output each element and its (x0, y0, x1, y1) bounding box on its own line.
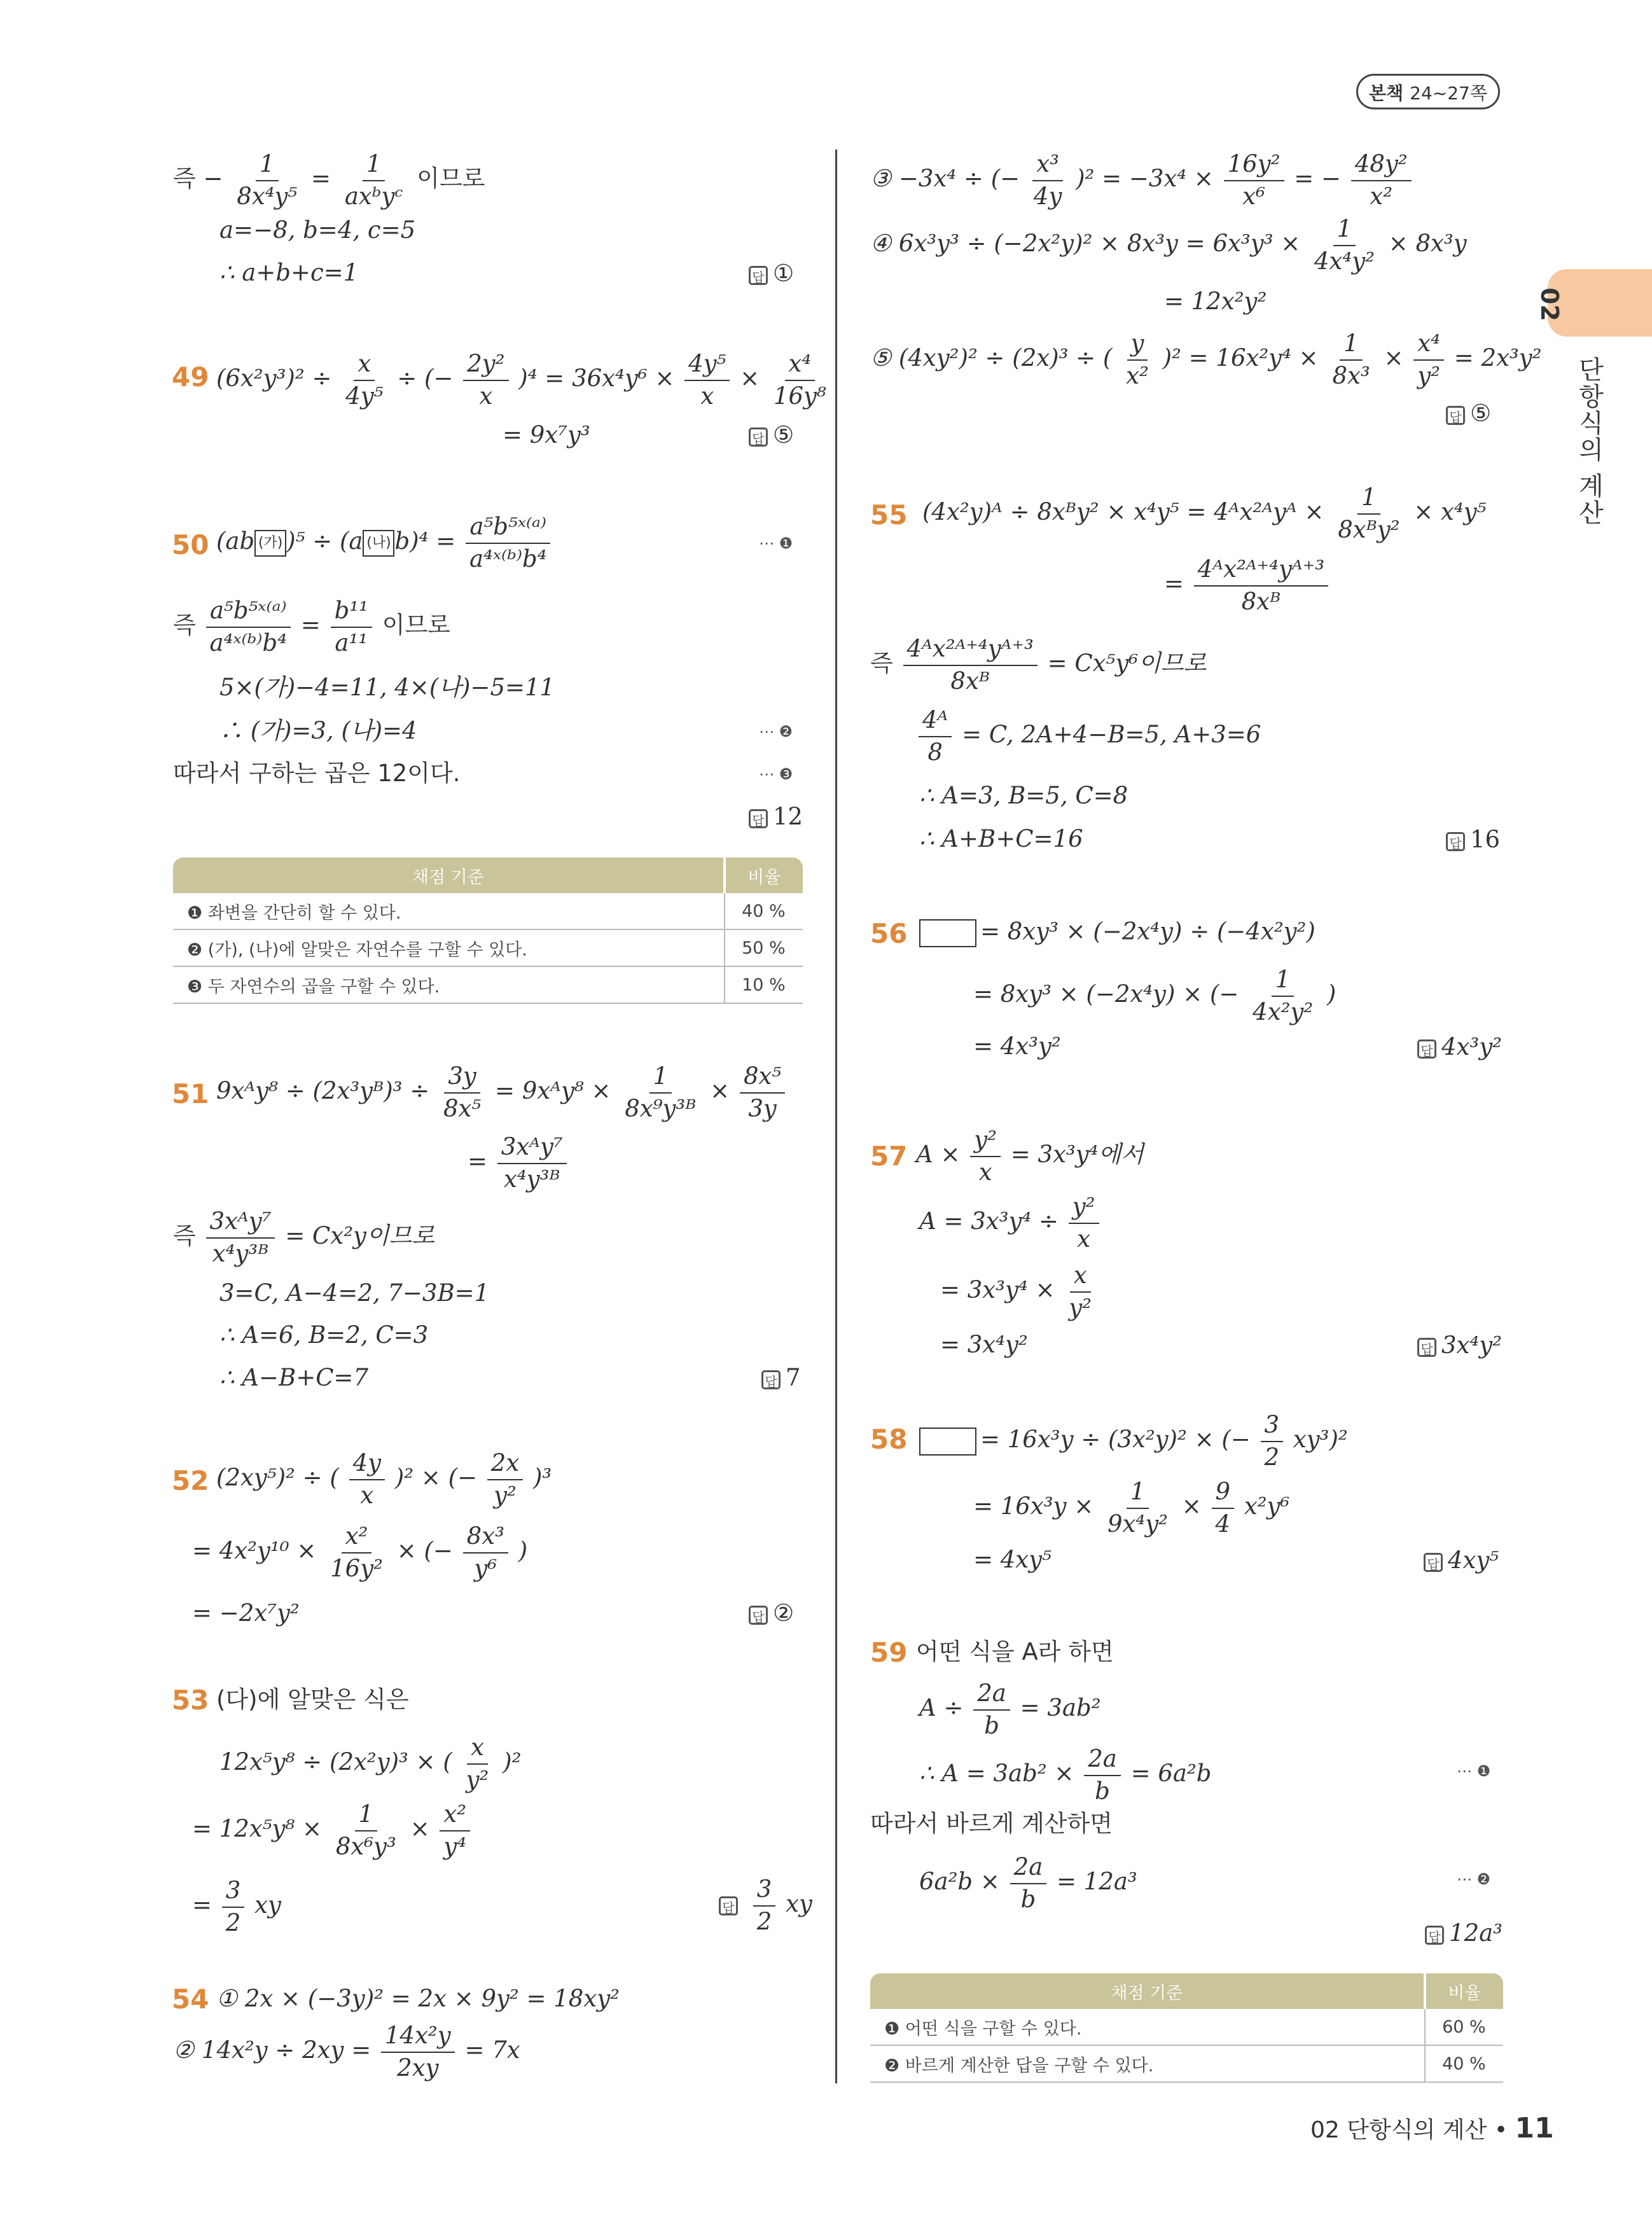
answer-mark-icon: 답 (1417, 1338, 1436, 1357)
answer-mark-icon: 답 (761, 1370, 781, 1389)
p53-line3: = 12x⁵y⁸ × $\frac{1}{\text{8x⁶y³}}$ × $\frac{\text{x²}}{\text{y⁴}}$ (192, 1802, 473, 1859)
badge-pages: 24~27쪽 (1410, 83, 1487, 104)
column-divider (835, 149, 837, 2083)
p55-line5: ∴ A=3, B=5, C=8 (919, 782, 1128, 809)
p50-line3: 5×(가)−4=11, 4×(나)−5=11 (219, 674, 555, 701)
answer-mark-icon: 답 (1424, 1553, 1443, 1572)
table-row: ❷ (가), (나)에 알맞은 자연수를 구할 수 있다. 50 % (173, 929, 803, 966)
p54-answer: 답 ⑤ (1446, 400, 1491, 427)
p48-line1: 즉 − $\frac{1}{\text{8x⁴y⁵}}$ = $\frac{1}{\text{axᵇyᶜ}}$ 이므로 (173, 150, 485, 210)
p56-line2: = 8xy³ × (−2x⁴y) × (− $\frac{1}{\text{4x²y²}}$ ) (973, 966, 1336, 1025)
p59-line2: A ÷ $\frac{2a}{b}$ = 3ab² (919, 1679, 1101, 1739)
p59-line1: 어떤 식을 A라 하면 (916, 1638, 1114, 1665)
p54-line4: ④ 6x³y³ ÷ (−2x²y)² × 8x³y = 6x³y³ × $\frac{1}{\text{4x⁴y²}}$ × 8x³y (870, 215, 1467, 275)
p51-line1: 9xᴬy⁸ ÷ (2x³yᴮ)³ ÷ $\frac{3y}{\text{8x⁵}}$ = 9xᴬy⁸ × $\frac{1}{\text{8x⁹y³ᴮ}}$ × $\frac{\text{8x⁵}}{3y}$ (216, 1064, 788, 1122)
p59-step1: ⋯ ❶ (1457, 1762, 1491, 1780)
p58-line1: = 16x³y ÷ (3x²y)² × (− $\frac{3}{2}$ xy³)² (919, 1412, 1348, 1470)
p56-answer: 답 4x³y² (1417, 1033, 1502, 1060)
p58-answer: 답 4xy⁵ (1424, 1546, 1499, 1574)
p57-line2: A = 3x³y⁴ ÷ $\frac{\text{y²}}{x}$ (919, 1194, 1102, 1252)
answer-mark-icon: 답 (749, 266, 768, 285)
page-footer (1310, 2112, 1554, 2144)
answer-mark-icon: 답 (1446, 406, 1465, 425)
p54-line1: ① 2x × (−3y)² = 2x × 9y² = 18xy² (216, 1985, 620, 2012)
p55-line4: $\frac{\text{4ᴬ}}{8}$ = C, 2A+4−B=5, A+3=6 (916, 707, 1261, 765)
p54-line6: ⑤ (4xy²)² ÷ (2x)³ ÷ ( $\frac{y}{\text{x²}}$ )² = 16x²y⁴ × $\frac{1}{\text{8x³}}$ × $\frac{\text{x⁴}}{\text{y²}}$ = 2x³y² (870, 330, 1542, 389)
p49-line1: (6x²y³)² ÷ $\frac{x}{\text{4y⁵}}$ ÷ (− $\frac{\text{2y²}}{x}$ )⁴ = 36x⁴y⁶ × $\frac{\text{4y⁵}}{x}$ × $\frac{\text{x⁴}}{\text{16y⁸}}$ (216, 350, 826, 410)
problem-number-51: 51 (172, 1078, 209, 1109)
blank-box (919, 1428, 976, 1456)
problem-number-52: 52 (172, 1465, 209, 1496)
p53-answer: 답 $\frac{3}{2}$ xy (719, 1877, 812, 1935)
p50-line4: ∴ (가)=3, (나)=4 (219, 717, 417, 744)
p59-line3: ∴ A = 3ab² × $\frac{2a}{b}$ = 6a²b (919, 1745, 1212, 1805)
chapter-tab-number: 02 (1536, 288, 1564, 321)
p48-line3: ∴ a+b+c=1 (219, 259, 359, 286)
p53-line2: 12x⁵y⁸ ÷ (2x²y)³ × ( $\frac{x}{\text{y²}}$ )² (219, 1734, 522, 1793)
p51-line6: ∴ A−B+C=7 (219, 1364, 369, 1391)
problem-number-58: 58 (870, 1424, 908, 1455)
p49-line2: = 9x⁷y³ (503, 421, 590, 448)
p55-line6: ∴ A+B+C=16 (919, 825, 1083, 852)
problem-number-54: 54 (172, 1984, 209, 2015)
p54-line3: ③ −3x⁴ ÷ (− $\frac{\text{x³}}{4y}$ )² = −3x⁴ × $\frac{\text{16y²}}{\text{x⁶}}$ = − $\frac{\text{48y²}}{\text{x²}}$ (870, 151, 1414, 209)
answer-mark-icon: 답 (1446, 832, 1465, 851)
p53-line4: = $\frac{3}{2}$ xy (192, 1877, 281, 1936)
p54-line5: = 12x²y² (1164, 288, 1267, 315)
p52-line1: (2xy⁵)² ÷ ( $\frac{4y}{x}$ )² × (− $\frac{2x}{\text{y²}}$ )³ (216, 1449, 552, 1509)
p57-line4: = 3x⁴y² (940, 1331, 1028, 1358)
answer-mark-icon: 답 (1417, 1039, 1436, 1059)
p56-line3: = 4x³y² (973, 1032, 1061, 1060)
table-row: ❶ 좌변을 간단히 할 수 있다. 40 % (173, 893, 803, 929)
p50-step2: ⋯ ❷ (759, 723, 793, 740)
answer-mark-icon: 답 (719, 1896, 738, 1915)
problem-number-50: 50 (172, 529, 209, 560)
p51-line5: ∴ A=6, B=2, C=3 (219, 1321, 429, 1349)
scoring-table-50 (173, 858, 803, 1004)
scoring-header-ratio: 비율 (725, 858, 803, 893)
p50-line5: 따라서 구하는 곱은 12이다. (173, 760, 461, 787)
answer-mark-icon: 답 (749, 809, 768, 828)
p58-line2: = 16x³y × $\frac{1}{\text{9x⁴y²}}$ × $\frac{9}{4}$ x²y⁶ (973, 1478, 1290, 1538)
scoring-header-ratio: 비율 (1425, 1973, 1503, 2009)
p57-line3: = 3x³y⁴ × $\frac{x}{\text{y²}}$ (940, 1261, 1092, 1321)
page-range-badge (1356, 74, 1500, 109)
scoring-table-59 (870, 1973, 1503, 2083)
p53-line1: (다)에 알맞은 식은 (216, 1686, 409, 1713)
p48-answer: 답 ① (749, 260, 794, 287)
chapter-side-title: 단항식의 계산 (1574, 356, 1604, 526)
p57-line1: A × $\frac{\text{y²}}{x}$ = 3x³y⁴에서 (916, 1126, 1144, 1186)
scoring-header-criteria: 채점 기준 (173, 858, 725, 893)
badge-label: 본책 (1369, 83, 1404, 104)
footer-chapter: 02 단항식의 계산 (1310, 2117, 1487, 2143)
p50-line1: (ab (가) )⁵ ÷ (a (나) b)⁴ = $\frac{\text{a⁵b⁵ˣ⁽ᵃ⁾}}{\text{a⁴ˣ⁽ᵇ⁾b⁴}}$ (216, 514, 553, 572)
p51-line3: 즉 $\frac{\text{3xᴬy⁷}}{\text{x⁴y³ᴮ}}$ = Cx²y이므로 (173, 1207, 435, 1267)
problem-number-59: 59 (870, 1637, 908, 1668)
p50-step3: ⋯ ❸ (759, 765, 793, 783)
p59-line4: 따라서 바르게 계산하면 (870, 1810, 1113, 1837)
answer-mark-icon: 답 (1425, 1926, 1444, 1945)
problem-number-56: 56 (870, 918, 908, 949)
p55-line1: (4x²y)ᴬ ÷ 8xᴮy² × x⁴y⁵ = 4ᴬx²ᴬyᴬ × $\frac{1}{\text{8xᴮy²}}$ × x⁴y⁵ (922, 483, 1487, 543)
answer-mark-icon: 답 (749, 427, 768, 447)
footer-sep: • (1494, 2117, 1508, 2143)
p58-line3: = 4xy⁵ (973, 1546, 1052, 1573)
p48-line2: a=−8, b=4, c=5 (219, 216, 416, 244)
p52-line3: = −2x⁷y² (192, 1599, 300, 1627)
p55-answer: 답 16 (1446, 826, 1500, 853)
p50-answer: 답 12 (749, 803, 803, 830)
problem-number-57: 57 (870, 1141, 908, 1172)
p51-line4: 3=C, A−4=2, 7−3B=1 (219, 1279, 490, 1307)
scoring-header-criteria: 채점 기준 (870, 1973, 1425, 2009)
p51-line2: = $\frac{\text{3xᴬy⁷}}{\text{x⁴y³ᴮ}}$ (468, 1134, 569, 1192)
p59-line5: 6a²b × $\frac{2a}{b}$ = 12a³ (919, 1853, 1137, 1913)
p55-line3: 즉 $\frac{\text{4ᴬx²ᴬ⁺⁴yᴬ⁺³}}{\text{8xᴮ}}$ = Cx⁵y⁶이므로 (870, 635, 1207, 695)
p50-line2: 즉 $\frac{\text{a⁵b⁵ˣ⁽ᵃ⁾}}{\text{a⁴ˣ⁽ᵇ⁾b⁴}}$ = $\frac{\text{b¹¹}}{\text{a¹¹}}$ 이므로 (173, 597, 450, 657)
p51-answer: 답 7 (761, 1364, 801, 1391)
table-row: ❶ 어떤 식을 구할 수 있다. 60 % (870, 2009, 1503, 2045)
p59-step2: ⋯ ❷ (1457, 1870, 1491, 1888)
answer-mark-icon: 답 (749, 1606, 768, 1625)
blank-box (919, 919, 976, 947)
problem-number-53: 53 (172, 1685, 209, 1716)
p55-line2: = $\frac{\text{4ᴬx²ᴬ⁺⁴yᴬ⁺³}}{\text{8xᴮ}}$ (1164, 557, 1331, 615)
page-number: 11 (1515, 2112, 1554, 2144)
p52-line2: = 4x²y¹⁰ × $\frac{\text{x²}}{\text{16y²}}$ × (− $\frac{\text{8x³}}{\text{y⁶}}$ ) (192, 1522, 528, 1582)
p49-answer: 답 ⑤ (749, 421, 794, 448)
p57-answer: 답 3x⁴y² (1417, 1331, 1502, 1359)
p56-line1: = 8xy³ × (−2x⁴y) ÷ (−4x²y²) (919, 919, 1315, 947)
problem-number-49: 49 (172, 361, 209, 393)
table-row: ❸ 두 자연수의 곱을 구할 수 있다. 10 % (173, 966, 803, 1003)
p54-line2: ② 14x²y ÷ 2xy = $\frac{\text{14x²y}}{2xy}$ = 7x (173, 2022, 520, 2082)
p50-step1: ⋯ ❶ (759, 534, 793, 552)
p52-answer: 답 ② (749, 1599, 794, 1627)
p59-answer: 답 12a³ (1425, 1919, 1503, 1947)
table-row: ❷ 바르게 계산한 답을 구할 수 있다. 40 % (870, 2045, 1503, 2082)
problem-number-55: 55 (870, 499, 908, 531)
